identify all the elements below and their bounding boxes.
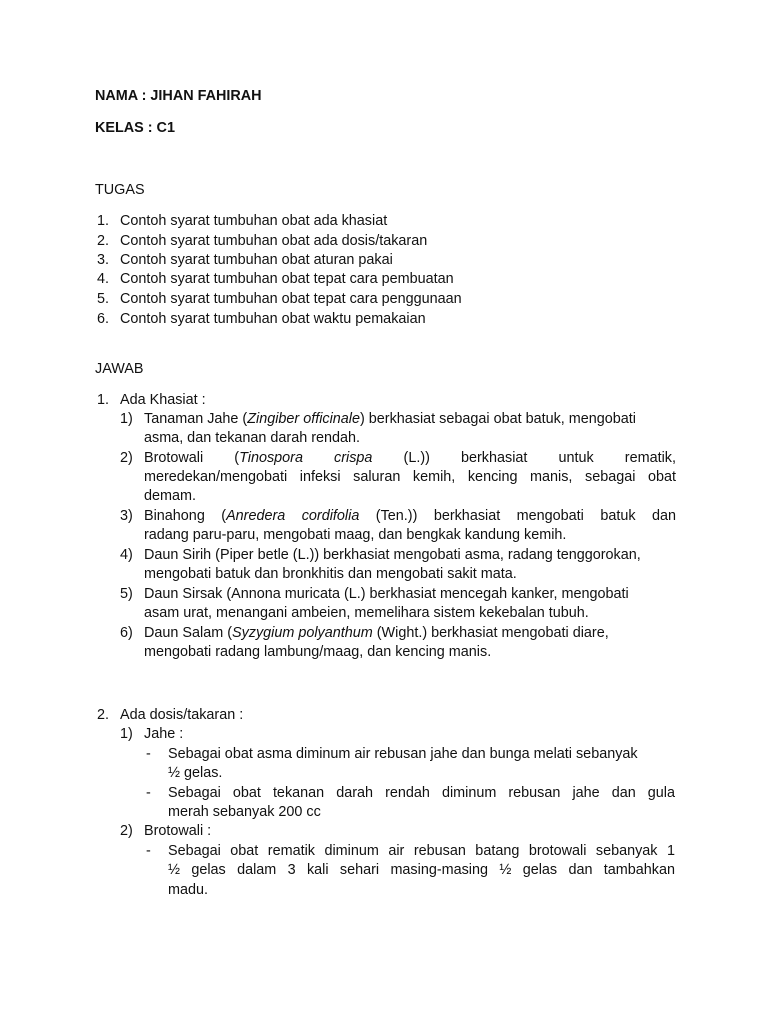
tugas-num: 4. [97,271,110,287]
tugas-num: 6. [97,311,110,327]
answer-line: Daun Salam (Syzygium polyanthum (Wight.) berkhasiat mengobati diare, [144,625,609,641]
bullet-dash: - [146,785,151,801]
sub-num: 2) [120,823,133,839]
answer-num: 1) [120,411,133,427]
answer-line: mengobati batuk dan bronkhitis dan mengobati sakit mata. [144,566,517,582]
tugas-item: Contoh syarat tumbuhan obat ada khasiat [120,213,388,229]
answer-num: 2) [120,450,133,466]
answer-line: asma, dan tekanan darah rendah. [144,430,361,446]
answer-line: meredekan/mengobati infeksi saluran kemih, kencing manis, sebagai obat [144,469,676,485]
tugas-num: 5. [97,291,110,307]
tugas-num: 3. [97,252,110,268]
tugas-heading: TUGAS [95,182,145,198]
answer-line: demam. [144,488,196,504]
answer-line: Daun Sirsak (Annona muricata (L.) berkhasiat mencegah kanker, mengobati [144,586,629,602]
student-name: NAMA : JIHAN FAHIRAH [95,88,262,104]
answer-line: Tanaman Jahe (Zingiber officinale) berkhasiat sebagai obat batuk, mengobati [144,411,637,427]
tugas-item: Contoh syarat tumbuhan obat tepat cara penggunaan [120,291,462,307]
student-class: KELAS : C1 [95,120,175,136]
section-title: Ada Khasiat : [120,392,206,408]
tugas-item: Contoh syarat tumbuhan obat waktu pemakaian [120,311,426,327]
answer-line: mengobati radang lambung/maag, dan kencing manis. [144,644,492,660]
answer-line: Brotowali (Tinospora crispa (L.)) berkhasiat untuk rematik, [144,450,676,466]
section-title: Ada dosis/takaran : [120,707,244,723]
answer-line: Daun Sirih (Piper betle (L.)) berkhasiat mengobati asma, radang tenggorokan, [144,547,641,563]
tugas-num: 2. [97,233,110,249]
bullet-dash: - [146,843,151,859]
sub-title: Jahe : [144,726,184,742]
bullet-line: madu. [168,882,208,898]
tugas-item: Contoh syarat tumbuhan obat aturan pakai [120,252,393,268]
jawab-heading: JAWAB [95,361,144,377]
answer-num: 4) [120,547,133,563]
bullet-dash: - [146,746,151,762]
bullet-line: ½ gelas. [168,765,223,781]
tugas-item: Contoh syarat tumbuhan obat tepat cara pembuatan [120,271,454,287]
answer-num: 3) [120,508,133,524]
answer-line: asam urat, menangani ambeien, memelihara sistem kekebalan tubuh. [144,605,589,621]
answer-num: 6) [120,625,133,641]
tugas-item: Contoh syarat tumbuhan obat ada dosis/takaran [120,233,428,249]
sub-title: Brotowali : [144,823,212,839]
tugas-num: 1. [97,213,110,229]
sub-num: 1) [120,726,133,742]
bullet-line: merah sebanyak 200 cc [168,804,321,820]
answer-line: radang paru-paru, mengobati maag, dan bengkak kandung kemih. [144,527,567,543]
bullet-line: ½ gelas dalam 3 kali sehari masing-masing ½ gelas dan tambahkan [168,862,675,878]
section-num: 1. [97,392,110,408]
answer-line: Binahong (Anredera cordifolia (Ten.)) berkhasiat mengobati batuk dan [144,508,676,524]
bullet-line: Sebagai obat asma diminum air rebusan jahe dan bunga melati sebanyak [168,746,638,762]
bullet-line: Sebagai obat rematik diminum air rebusan batang brotowali sebanyak 1 [168,843,675,859]
answer-num: 5) [120,586,133,602]
section-num: 2. [97,707,110,723]
bullet-line: Sebagai obat tekanan darah rendah diminum rebusan jahe dan gula [168,785,675,801]
